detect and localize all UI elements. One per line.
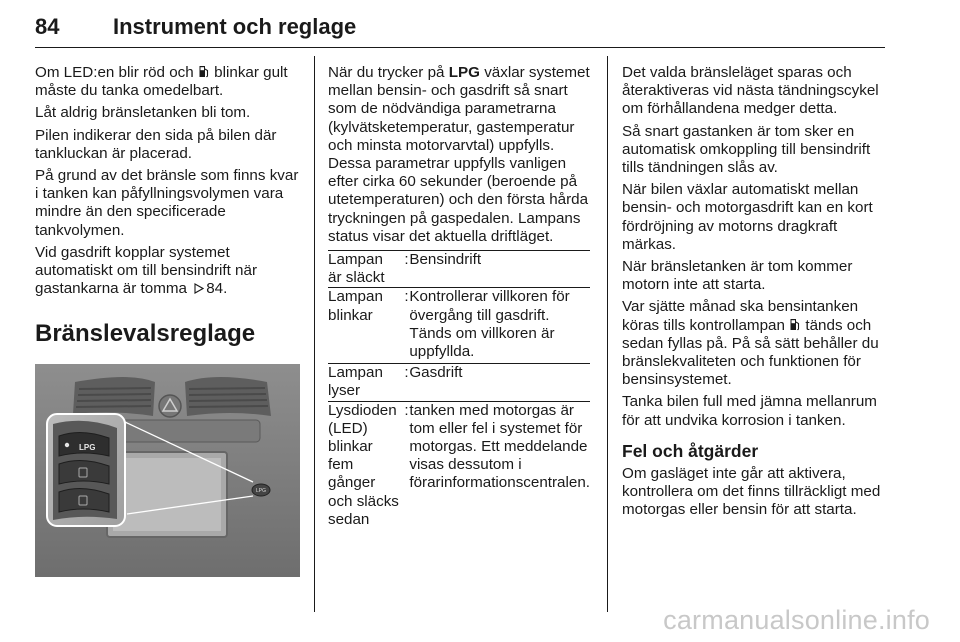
watermark: carmanualsonline.info — [663, 605, 930, 635]
page-number: 84 — [35, 14, 60, 39]
paragraph: På grund av det bränsle som finns kvar i tanken kan påfyllningsvolymen vara mindre än den specificerade tankvolymen. — [35, 167, 299, 239]
section-title: Bränslevalsreglage — [35, 320, 256, 348]
dashboard-illustration — [35, 364, 300, 577]
fuel-pump-icon — [790, 318, 800, 331]
separator: : — [404, 288, 409, 306]
paragraph: När du trycker på LPG växlar systemet mellan bensin- och gasdrift så snart som de nödvändiga parametrarna (kylvätsketemperatur, gastemperatur och minsta motorvarvtal) uppfylls. Dessa parametrar uppfylls vanligen efter cirka 60 sekunder (beroende på utetemperaturen) och den första hårda tryckningen på gaspedalen. Lampans status visar det aktuella driftläget. — [328, 64, 590, 245]
lpg-button-figure — [35, 364, 300, 577]
page-reference[interactable]: 84. — [206, 280, 228, 298]
paragraph: När bränsletanken är tom kommer motorn inte att starta. — [622, 258, 853, 294]
fuel-pump-icon — [199, 65, 209, 78]
separator: : — [404, 364, 409, 382]
separator: : — [404, 401, 409, 419]
status-value: Bensindrift — [409, 251, 482, 269]
status-key: Lampan är släckt — [328, 251, 385, 287]
status-key: Lampan blinkar — [328, 288, 383, 324]
column-1 — [35, 64, 300, 577]
status-value: Kontrollerar villkoren för övergång till gasdrift. Tänds om villkoren är uppfyllda. — [409, 288, 570, 361]
subsection-title: Fel och åtgärder — [622, 440, 759, 461]
paragraph: Pilen indikerar den sida på bilen där tankluckan är placerad. — [35, 126, 277, 162]
column-divider — [607, 56, 608, 612]
status-key: Lysdioden (LED) blinkar fem gånger och släcks sedan — [328, 401, 399, 528]
paragraph: Om gasläget inte går att aktivera, kontrollera om det finns tillräckligt med motorgas eller bensin för att starta. — [622, 464, 881, 519]
table-row — [328, 401, 590, 529]
paragraph: Så snart gastanken är tom sker en automatisk omkoppling till bensindrift tills tändningen slås av. — [622, 122, 871, 177]
lpg-button-label: LPG — [79, 443, 96, 453]
table-row — [328, 288, 590, 364]
paragraph: Vid gasdrift kopplar systemet automatiskt om till bensindrift när gastankarna är tomma 84. — [35, 243, 257, 298]
paragraph: Om LED:en blir röd och blinkar gult måste du tanka omedelbart. — [35, 64, 288, 100]
paragraph: När bilen växlar automatiskt mellan bensin- och motorgasdrift kan en kort fördröjning av motorns dragkraft märkas. — [622, 181, 873, 253]
page-header — [35, 8, 885, 48]
paragraph: Det valda bränsleläget sparas och återaktiveras vid nästa tändningscykel om förhållandena medger detta. — [622, 64, 879, 118]
paragraph: Tanka bilen full med jämna mellanrum för att undvika korrosion i tanken. — [622, 393, 877, 429]
status-value: tanken med motorgas är tom eller fel i systemet för motorgas. Ett meddelande visas dessutom i förarinformationscentralen. — [409, 401, 590, 492]
chapter-title: Instrument och reglage — [113, 14, 357, 39]
lpg-key-label: LPG — [448, 64, 480, 81]
column-2 — [328, 64, 590, 529]
svg-text:LPG: LPG — [256, 488, 267, 495]
lamp-status-table — [328, 250, 590, 529]
paragraph: Var sjätte månad ska bensintanken köras tills kontrollampan tänds och sedan fyllas på. På så sätt behåller du bränslekvaliteten och funktionen för bensinsystemet. — [622, 298, 879, 389]
status-key: Lampan lyser — [328, 364, 383, 400]
triangle-right-icon — [194, 283, 204, 294]
column-3 — [622, 64, 888, 523]
paragraph: Låt aldrig bränsletanken bli tom. — [35, 104, 251, 122]
table-row — [328, 251, 590, 288]
separator: : — [404, 251, 409, 269]
status-value: Gasdrift — [409, 364, 463, 382]
column-divider — [314, 56, 315, 612]
table-row — [328, 364, 590, 401]
